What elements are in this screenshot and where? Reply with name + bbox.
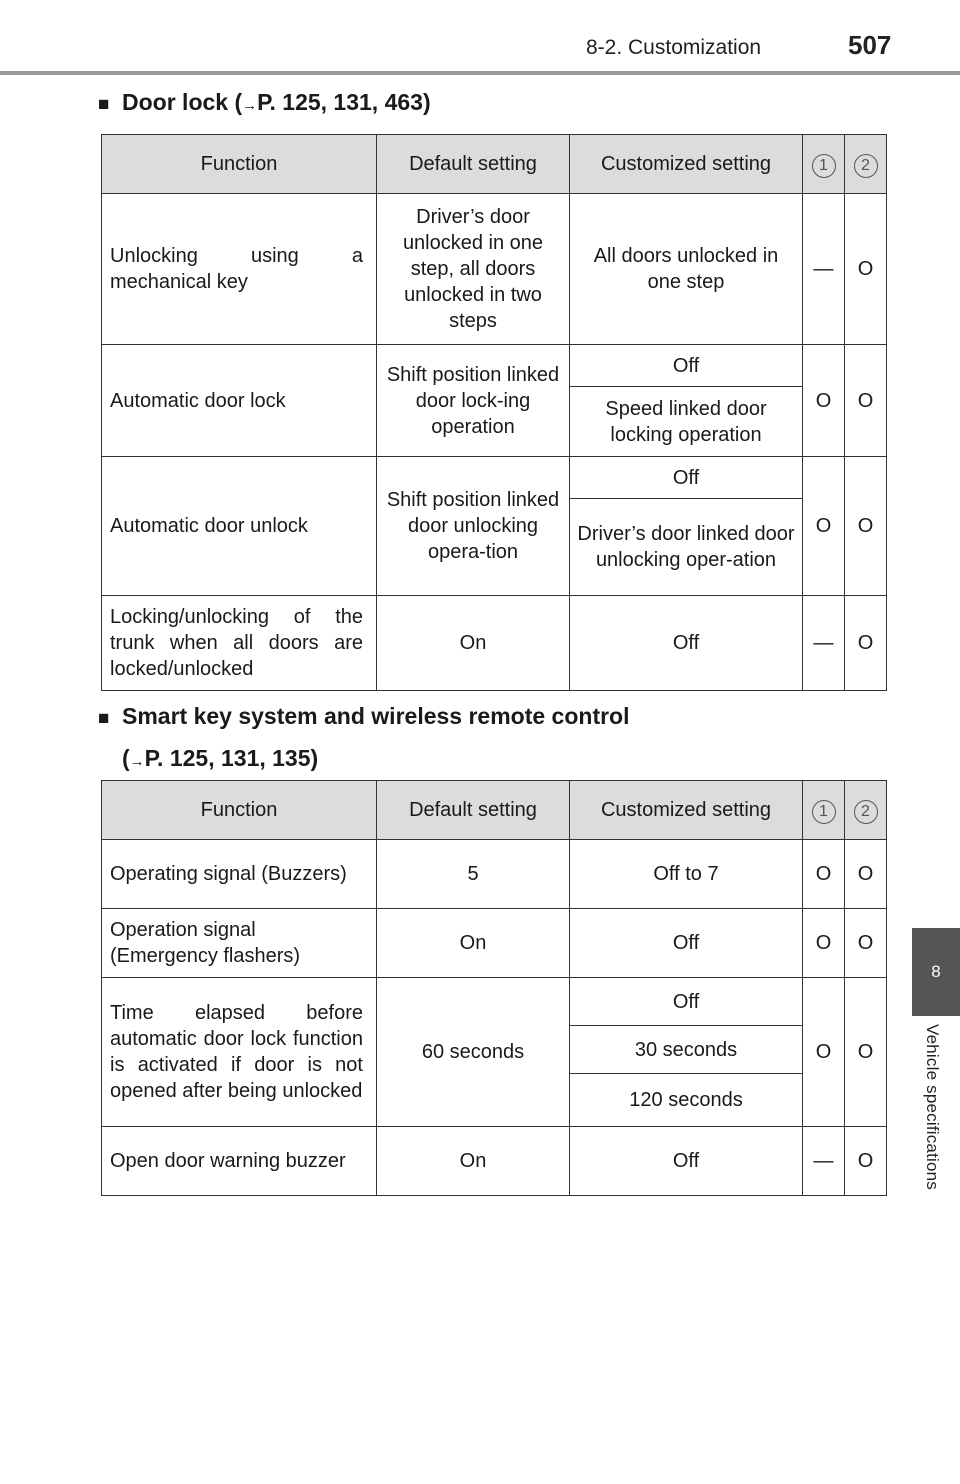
circled-1-icon: 1 [812,154,836,178]
col2-cell: O [845,345,887,457]
col1-cell: O [803,840,845,909]
table-row [102,1127,887,1196]
column-header-2 [845,135,887,194]
door-lock-table [101,134,887,691]
column-header-1 [803,781,845,840]
table-row [102,345,887,387]
customized-option: Off [570,978,803,1026]
col2-cell: O [845,1127,887,1196]
customized-cell: All doors unlocked in one step [570,194,803,345]
circled-1-icon: 1 [812,800,836,824]
header-divider [0,71,960,75]
function-cell: Automatic door unlock [102,457,377,596]
function-cell: Operation signal (Emergency flashers) [102,909,377,978]
table-row [102,194,887,345]
page-reference-link[interactable]: P. 125, 131, 135) [144,745,319,771]
col2-cell: O [845,457,887,596]
function-cell: Operating signal (Buzzers) [102,840,377,909]
col2-cell: O [845,840,887,909]
door-lock-section-title: ■ Door lock (→P. 125, 131, 463) [98,85,431,123]
column-header-function: Function [102,135,377,194]
default-cell: Shift position linked door unlocking opera-tion [377,457,570,596]
customized-cell: Off [570,596,803,691]
arrow-right-icon: → [129,753,145,770]
chapter-title: Vehicle specifications [923,1024,942,1190]
customized-option: 120 seconds [570,1074,803,1127]
function-cell: Locking/unlocking of the trunk when all doors are locked/unlocked [102,596,377,691]
table-row [102,978,887,1026]
chapter-number: 8 [931,962,941,981]
column-header-2 [845,781,887,840]
table-row [102,840,887,909]
square-bullet-icon: ■ [98,708,110,729]
page-reference-link[interactable]: P. 125, 131, 463) [257,89,431,115]
col2-cell: O [845,909,887,978]
column-header-customized: Customized setting [570,135,803,194]
arrow-right-icon: → [242,97,258,114]
default-cell: Shift position linked door lock-ing operation [377,345,570,457]
customized-option: Off [570,345,803,387]
customized-option: Driver’s door linked door unlocking oper-ation [570,499,803,596]
col2-cell: O [845,194,887,345]
square-bullet-icon: ■ [98,94,110,115]
customized-option: Off [570,457,803,499]
chapter-tab[interactable] [912,928,960,1016]
column-header-function: Function [102,781,377,840]
col1-cell: O [803,978,845,1127]
column-header-default: Default setting [377,135,570,194]
smart-key-section-title: ■ Smart key system and wireless remote control (→P. 125, 131, 135) [98,703,630,771]
circled-2-icon: 2 [854,800,878,824]
customized-cell: Off [570,1127,803,1196]
function-cell: Unlocking using a mechanical key [102,194,377,345]
customized-option: Speed linked door locking operation [570,387,803,457]
circled-2-icon: 2 [854,154,878,178]
function-cell: Time elapsed before automatic door lock function is activated if door is not opened after being unlocked [102,978,377,1127]
col2-cell: O [845,596,887,691]
default-cell: Driver’s door unlocked in one step, all doors unlocked in two steps [377,194,570,345]
default-cell: On [377,909,570,978]
page-number: 507 [848,30,892,60]
customized-option: 30 seconds [570,1026,803,1074]
table-row [102,596,887,691]
col2-cell: O [845,978,887,1127]
table-row [102,457,887,499]
default-cell: On [377,596,570,691]
column-header-default: Default setting [377,781,570,840]
customized-cell: Off [570,909,803,978]
section-heading: 8-2. Customization [586,36,762,59]
col1-cell: — [803,1127,845,1196]
default-cell: 60 seconds [377,978,570,1127]
default-cell: 5 [377,840,570,909]
customized-cell: Off to 7 [570,840,803,909]
column-header-customized: Customized setting [570,781,803,840]
col1-cell: — [803,596,845,691]
table-row [102,909,887,978]
default-cell: On [377,1127,570,1196]
col1-cell: O [803,345,845,457]
table-header-row [102,781,887,840]
function-cell: Automatic door lock [102,345,377,457]
col1-cell: O [803,457,845,596]
table-header-row [102,135,887,194]
column-header-1 [803,135,845,194]
col1-cell: O [803,909,845,978]
col1-cell: — [803,194,845,345]
smart-key-table [101,780,887,1196]
function-cell: Open door warning buzzer [102,1127,377,1196]
